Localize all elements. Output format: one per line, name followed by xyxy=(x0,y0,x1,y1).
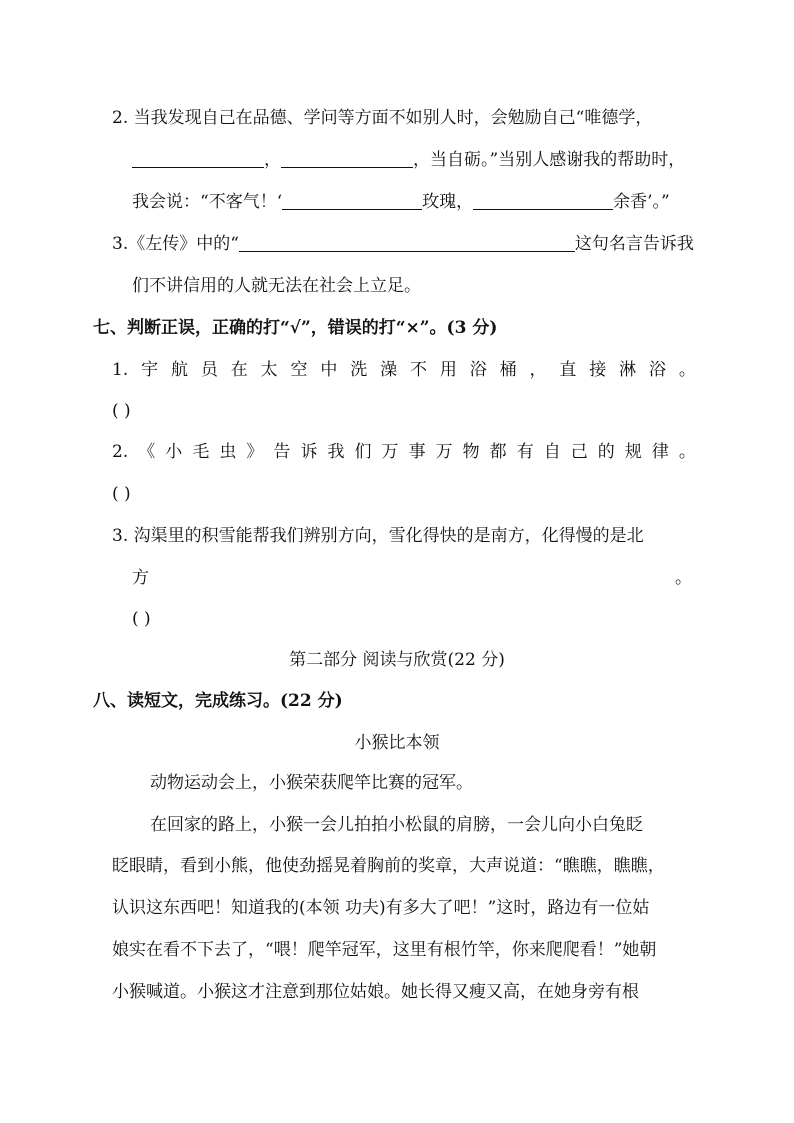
story-paragraph-2-line-5: 小猴喊道。小猴这才注意到那位姑娘。她长得又瘦又高，在她身旁有根 xyxy=(112,982,639,1002)
char: 律 xyxy=(651,442,669,462)
q2-line-3-mid: 玫瑰， xyxy=(422,192,474,212)
char: 告 xyxy=(273,442,291,462)
q3-line-1 xyxy=(112,232,694,256)
q2-line-2-text: ，当自砺。”当别人感谢我的帮助时， xyxy=(413,150,686,170)
char: 不 xyxy=(409,360,427,380)
char: 宇 xyxy=(141,360,159,380)
story-paragraph-2-line-1: 在回家的路上，小猴一会儿拍拍小松鼠的肩膀，一会儿向小白兔眨 xyxy=(150,815,643,835)
q2-line-1: 2. 当我发现自己在品德、学问等方面不如别人时，会勉励自己“唯德学， xyxy=(112,108,653,128)
char: 桶 xyxy=(499,360,517,380)
char: 航 xyxy=(170,360,188,380)
char: 们 xyxy=(354,442,372,462)
char: 洗 xyxy=(350,360,368,380)
q2-blank-3[interactable] xyxy=(282,191,422,210)
q2-line-3-head: 我会说：“不客气！‘ xyxy=(132,192,283,212)
q3-line-1-tail: 这句名言告诉我 xyxy=(574,234,694,254)
story-paragraph-2-line-4: 娘实在看不下去了，“喂！爬竿冠军，这里有根竹竿，你来爬爬看！”她朝 xyxy=(112,940,657,960)
char: 中 xyxy=(320,360,338,380)
q3-blank[interactable] xyxy=(239,233,575,252)
q2-separator: ， xyxy=(264,150,281,170)
part-2-heading: 第二部分 阅读与欣赏(22 分) xyxy=(289,650,505,670)
section-8-title: 八、读短文，完成练习。(22 分) xyxy=(93,691,343,711)
char: 万 xyxy=(435,442,453,462)
char: 。 xyxy=(678,360,696,380)
story-paragraph-2-line-3: 认识这东西吧！知道我的(本领 功夫)有多大了吧！”这时，路边有一位姑 xyxy=(112,898,650,918)
char: 事 xyxy=(408,442,426,462)
char: 我 xyxy=(327,442,345,462)
char: 在 xyxy=(230,360,248,380)
story-paragraph-1: 动物运动会上，小猴荣获爬竿比赛的冠军。 xyxy=(150,773,473,793)
char: 澡 xyxy=(380,360,398,380)
char: ， xyxy=(529,360,547,380)
char: 1. xyxy=(112,360,129,380)
char: 小 xyxy=(165,442,183,462)
char: 自 xyxy=(543,442,561,462)
q2-line-3-tail: 余香’。” xyxy=(613,192,670,212)
char: 》 xyxy=(246,442,264,462)
s7-answer-paren-2[interactable]: ( ) xyxy=(112,484,131,504)
char: 浴 xyxy=(469,360,487,380)
char: 万 xyxy=(381,442,399,462)
char: 2. xyxy=(112,442,129,462)
char: 空 xyxy=(290,360,308,380)
q2-blank-2[interactable] xyxy=(281,149,413,168)
s7-answer-paren-1[interactable]: ( ) xyxy=(112,401,131,421)
s7-item-2 xyxy=(112,440,696,464)
s7-answer-paren-3[interactable]: ( ) xyxy=(132,609,151,629)
section-7-title: 七、判断正误，正确的打“√”，错误的打“×”。(3 分) xyxy=(93,318,498,338)
char: 己 xyxy=(570,442,588,462)
char: 浴 xyxy=(648,360,666,380)
q3-line-2: 们不讲信用的人就无法在社会上立足。 xyxy=(132,276,421,296)
s7-item-3-head: 方 xyxy=(132,568,149,588)
q3-line-1-head: 3.《左传》中的“ xyxy=(112,234,239,254)
char: 有 xyxy=(516,442,534,462)
story-title: 小猴比本领 xyxy=(354,733,440,753)
s7-item-3-line-1: 3. 沟渠里的积雪能帮我们辨别方向，雪化得快的是南方，化得慢的是北 xyxy=(112,526,644,546)
char: 太 xyxy=(260,360,278,380)
char: 的 xyxy=(597,442,615,462)
char: 毛 xyxy=(192,442,210,462)
story-paragraph-2-line-2: 眨眼睛，看到小熊，他使劲摇晃着胸前的奖章，大声说道：“瞧瞧，瞧瞧， xyxy=(112,856,665,876)
char: 《 xyxy=(138,442,156,462)
char: 接 xyxy=(589,360,607,380)
char: 虫 xyxy=(219,442,237,462)
char: 用 xyxy=(439,360,457,380)
q2-line-2 xyxy=(132,148,685,172)
char: 诉 xyxy=(300,442,318,462)
char: 淋 xyxy=(619,360,637,380)
q2-blank-4[interactable] xyxy=(473,191,613,210)
char: 规 xyxy=(624,442,642,462)
q2-line-3 xyxy=(132,190,670,214)
char: 都 xyxy=(489,442,507,462)
char: 员 xyxy=(200,360,218,380)
char: 物 xyxy=(462,442,480,462)
s7-item-3-line-2 xyxy=(132,566,692,590)
q2-blank-1[interactable] xyxy=(132,149,264,168)
char: 。 xyxy=(678,442,696,462)
s7-item-1 xyxy=(112,358,696,382)
char: 直 xyxy=(559,360,577,380)
s7-item-3-tail: 。 xyxy=(675,568,692,588)
